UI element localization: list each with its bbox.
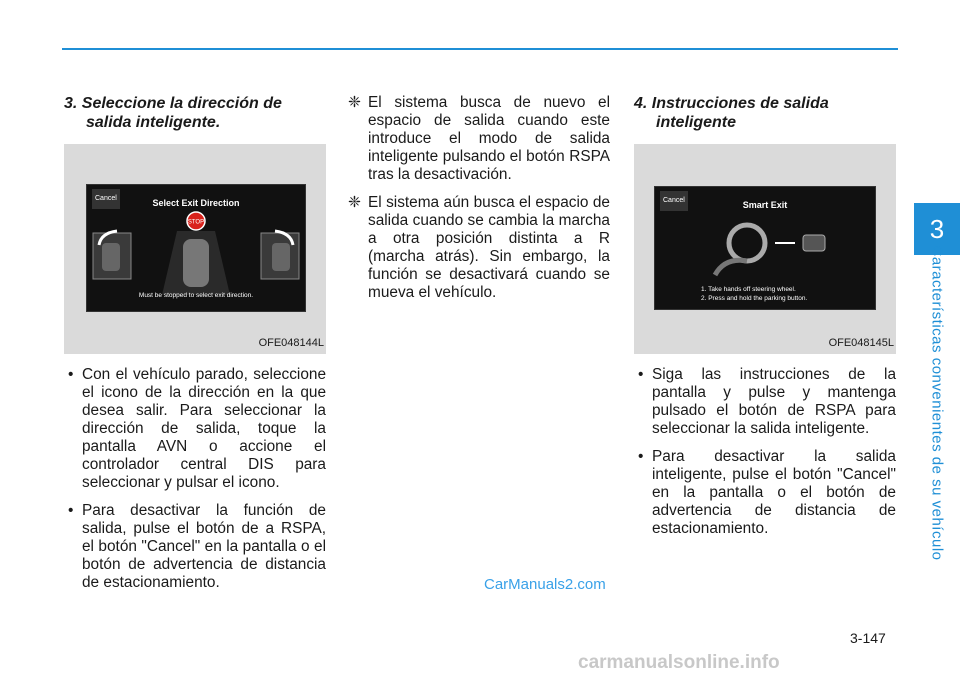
note-text: El sistema aún busca el espacio de salida cuando se cambia la marcha a otra posición distinta a R (marcha atrás). Sin embargo, la función se desactivará cuando se mueva el vehículo. [368,194,610,301]
parking-button-icon [803,235,825,251]
bullet-list [634,366,896,538]
stop-sign-text: STOP [187,219,205,226]
screen-caption: Must be stopped to select exit direction. [138,292,254,299]
figure-code: OFE048144L [258,337,324,349]
screen-step-1: 1. Take hands off steering wheel. [701,286,796,293]
note-text: El sistema busca de nuevo el espacio de salida cuando este introduce el modo de salida inteligente pulsando el botón RSPA tras la desactivación. [368,94,610,183]
avn-screen [86,184,306,312]
step-4-heading: 4. Instrucciones de salida inteligente [634,95,829,131]
note-symbol-icon: ❈ [348,194,361,211]
page-number: 3-147 [850,630,886,646]
screen-cancel-label: Cancel [92,189,120,209]
steering-wheel-icon [729,225,765,261]
section-title: Características convenientes de su vehículo [928,245,946,561]
watermark-link[interactable]: CarManuals2.com [484,576,606,593]
header-rule [62,48,898,50]
left-car-icon [102,243,120,271]
list-item: • Para desactivar la salida inteligente, pulse el botón "Cancel" en la pantalla o el botón de advertencia de distancia de estacionamiento. [634,448,896,538]
footer-watermark: carmanualsonline.info [578,652,780,673]
screen-title: Select Exit Direction [152,198,240,208]
figure-smart-exit [634,144,896,354]
bullet-list [64,366,326,592]
figure-select-exit-direction [64,144,326,354]
column-3 [634,94,896,548]
column-2 [348,94,610,312]
avn-screen [654,186,876,310]
note-item [348,194,610,302]
screen-steps [701,285,807,303]
hand-icon [715,260,747,275]
section-tab: 3 [914,203,960,255]
screen-title: Smart Exit [742,200,788,210]
right-car-icon [272,243,290,271]
column-1 [64,94,326,602]
screen-step-2: 2. Press and hold the parking button. [701,295,808,302]
figure-code: OFE048145L [828,337,894,349]
list-item: • Para desactivar la función de salida, pulse el botón de a RSPA, el botón "Cancel" en la pantalla o el botón de advertencia de distancia de estacionamiento. [64,502,326,592]
center-car-icon [183,239,209,287]
list-item: • Con el vehículo parado, seleccione el icono de la dirección en la que desea salir. Para seleccionar la dirección de salida, toque la pantalla AVN o accione el controlador central DIS para seleccionar y pulsar el icono. [64,366,326,492]
note-symbol-icon: ❈ [348,94,361,111]
note-item [348,94,610,184]
step-3-heading: 3. Seleccione la dirección de salida inteligente. [64,95,282,131]
screen-cancel-label: Cancel [660,191,688,211]
list-item: • Siga las instrucciones de la pantalla y pulse y mantenga pulsado el botón de RSPA para seleccionar la salida inteligente. [634,366,896,438]
section-title-vertical [922,245,952,561]
